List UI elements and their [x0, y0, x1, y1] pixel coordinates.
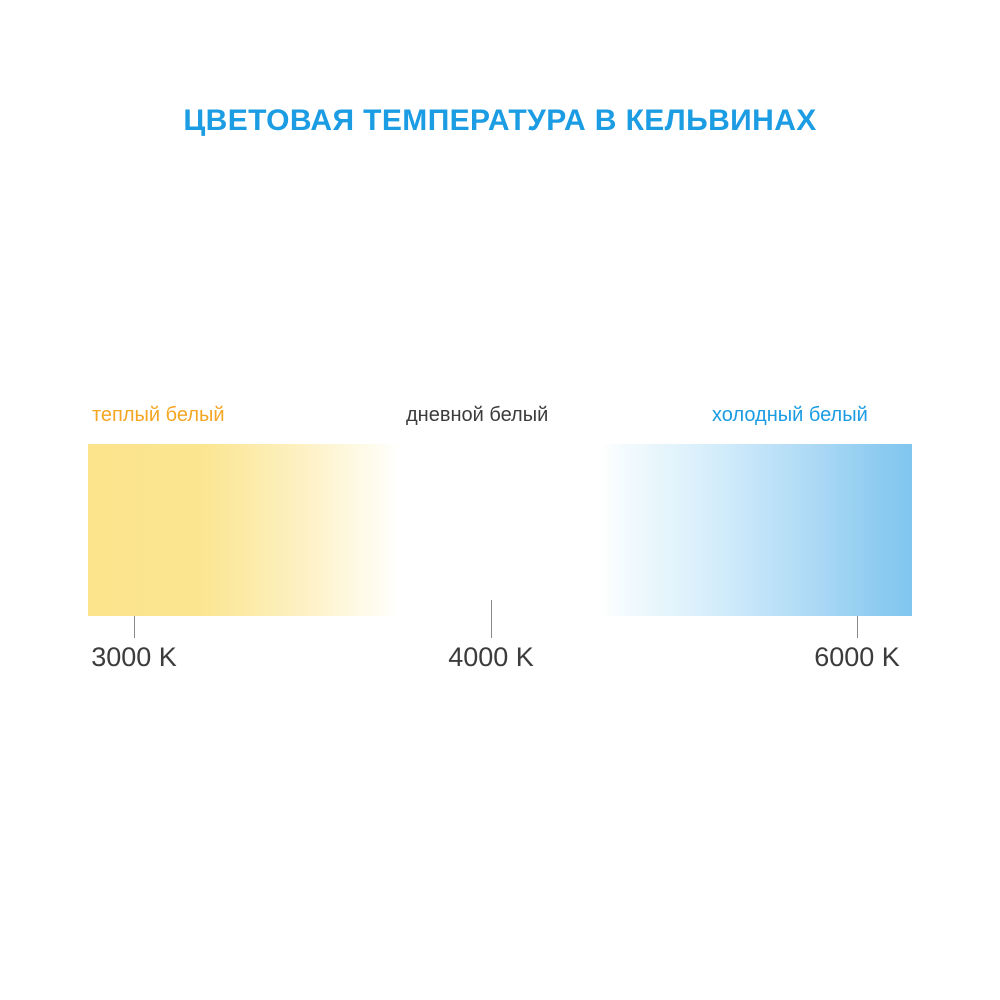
warm-white-gradient-band: [88, 444, 398, 616]
kelvin-value-3000k: 3000 K: [91, 642, 177, 672]
kelvin-value-6000k: 6000 K: [814, 642, 900, 672]
zone-label-daylight-white: дневной белый: [406, 404, 549, 426]
cool-white-gradient-band: [602, 444, 912, 616]
kelvin-value-4000k: 4000 K: [448, 642, 534, 672]
zone-label-cool-white: холодный белый: [712, 404, 868, 426]
tick-mark-3000k: [134, 616, 135, 638]
tick-mark-6000k: [857, 616, 858, 638]
tick-mark-4000k: [491, 600, 492, 638]
zone-label-warm-white: теплый белый: [92, 404, 225, 426]
temperature-scale: [88, 444, 912, 616]
page-title: ЦВЕТОВАЯ ТЕМПЕРАТУРА В КЕЛЬВИНАХ: [183, 104, 817, 137]
